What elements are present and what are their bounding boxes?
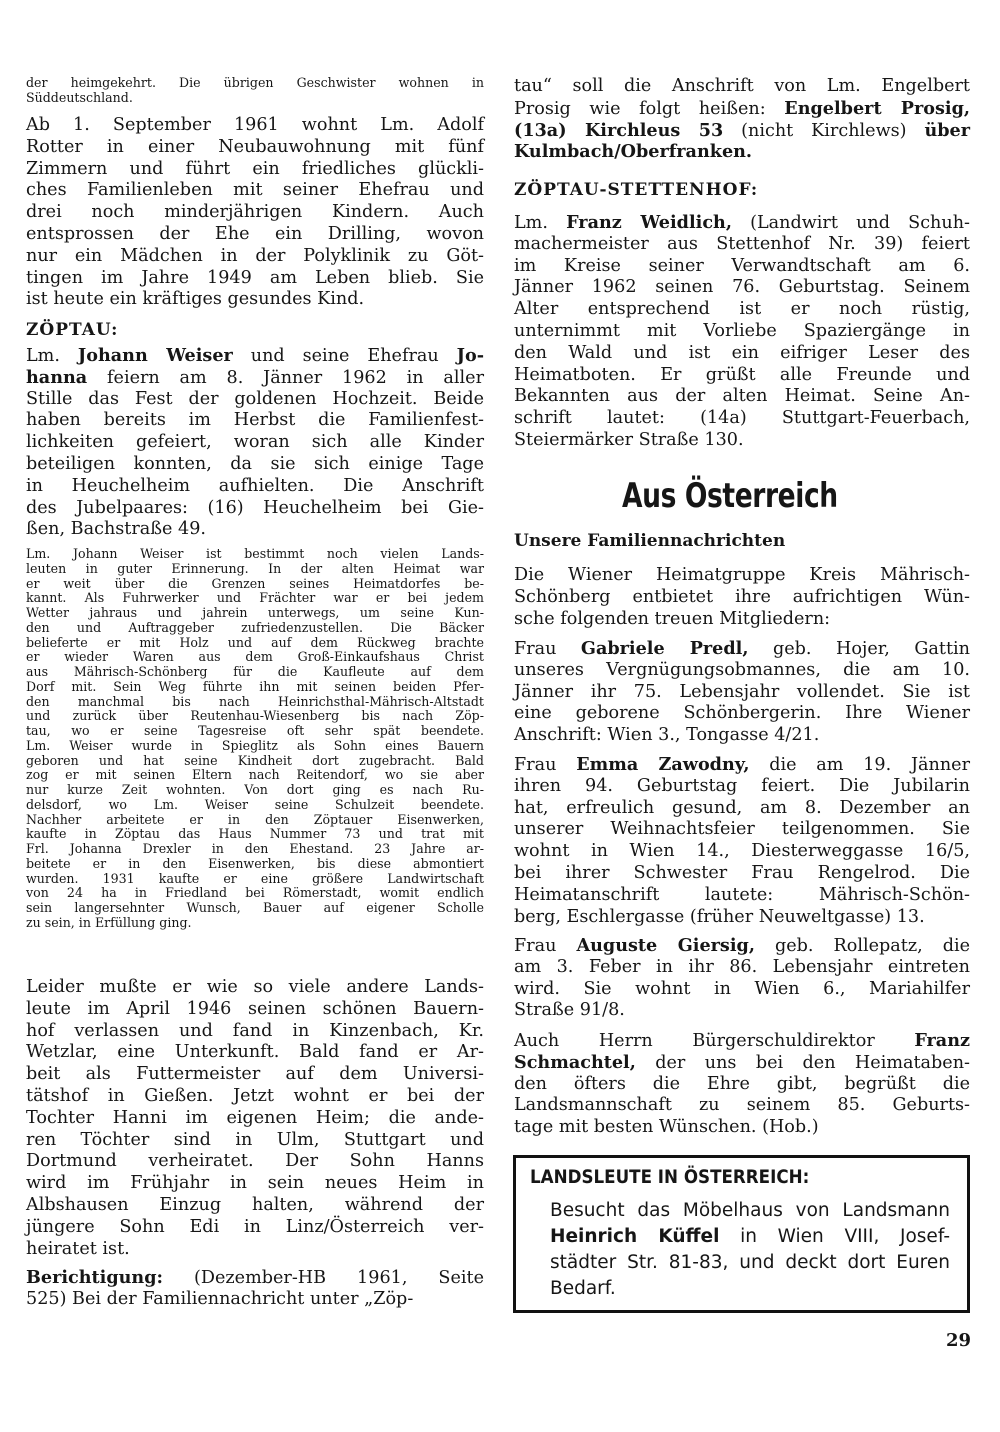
- text-line: unternimmt mit Vorliebe Spaziergänge in: [514, 320, 970, 341]
- text-line: hof verlassen und fand in Kinzenbach, Kr.: [26, 1020, 484, 1041]
- text-line: tau“ soll die Anschrift von Lm. Engelbert: [514, 76, 970, 96]
- text-line: Landsmannschaft zu seinem 85. Geburts-: [514, 1095, 970, 1116]
- paragraph-giersig: [514, 935, 970, 1022]
- text-line: beitete er in den Eisenwerken, bis diese abmontiert: [26, 855, 484, 871]
- paragraph-predl: [514, 638, 970, 747]
- text-line: er wieder Waren aus dem Groß-Einkaufshaus Christ: [26, 649, 484, 665]
- text-line: kaufte in Zöptau das Haus Nummer 73 und trat mit: [26, 826, 484, 842]
- text-line: beit als Futtermeister auf dem Universi-: [26, 1064, 484, 1085]
- text-line: im Kreise seiner Verwandtschaft am 6.: [514, 255, 970, 276]
- text-line: leute im April 1946 seinen schönen Bauern-: [26, 998, 484, 1019]
- paragraph-siblings: [26, 76, 484, 106]
- paragraph-weidlich: [514, 212, 970, 452]
- text-line: den manchmal bis nach Heinrichsthal-Mährisch-Altstadt: [26, 693, 484, 709]
- paragraph-intro: [514, 565, 970, 630]
- text-line: sein langersehnter Wunsch, Bauer auf eigener Scholle: [26, 900, 484, 915]
- text-line: Alter entsprechend ist er noch rüstig,: [514, 299, 970, 320]
- text-line: Frau Emma Zawodny, die am 19. Jänner: [514, 754, 971, 775]
- text-line: tage mit besten Wünschen. (Hob.): [514, 1117, 819, 1138]
- text-line: und zurück über Reutenhau-Wiesenberg bis nach Zöp-: [26, 708, 484, 724]
- text-line: Süddeutschland.: [26, 89, 133, 105]
- text-line: wohnt in Wien 14., Diesterweggasse 16/5,: [514, 841, 970, 862]
- text-line: berg, Eschlergasse (früher Neuweltgasse) 13.: [514, 906, 925, 927]
- paragraph-weiser-after-war: [26, 977, 484, 1260]
- text-line: Die Wiener Heimatgruppe Kreis Mährisch-: [514, 565, 970, 585]
- text-line: 525) Bei der Familiennachricht unter „Zöp-: [26, 1288, 414, 1309]
- text-line: hanna feiern am 8. Jänner 1962 in aller: [26, 366, 484, 388]
- text-line: Heinrich Küffel in Wien VIII, Josef-: [550, 1226, 950, 1247]
- text-line: Besucht das Möbelhaus von Landsmann: [550, 1200, 950, 1221]
- text-line: Albshausen Einzug halten, während der: [26, 1194, 484, 1215]
- text-line: wurden. 1931 kaufte er eine größere Landwirtschaft: [26, 870, 484, 886]
- text-line: Rotter in einer Neubauwohnung mit fünf: [26, 136, 484, 157]
- text-line: Heimatanschrift lautete: Mährisch-Schön-: [514, 884, 970, 905]
- text-line: Lm. Johann Weiser ist bestimmt noch vielen Lands-: [26, 546, 484, 561]
- ad-text: [550, 1198, 950, 1302]
- text-line: Schönberg entbietet ihre aufrichtigen Wün-: [514, 586, 970, 607]
- paragraph-weiser: [26, 345, 484, 541]
- paragraph-zawodny: [514, 754, 970, 928]
- text-line: wird. Sie wohnt in Wien 6., Mariahilfer: [514, 978, 970, 999]
- text-line: ihren 94. Geburtstag feiert. Die Jubilarin: [514, 775, 970, 796]
- text-line: Lm. Weiser wurde in Spieglitz als Sohn eines Bauern: [26, 737, 484, 753]
- text-line: tau, wo er seine Tagesreise oft sehr spät beendete.: [26, 723, 484, 738]
- text-line: Heimatboten. Er grüßt alle Freunde und: [514, 364, 970, 385]
- text-line: eine geborene Schönbergerin. Ihre Wiener: [514, 703, 970, 724]
- text-line: von 24 ha in Friedland bei Römerstadt, womit endlich: [26, 885, 484, 901]
- text-line: der heimgekehrt. Die übrigen Geschwister wohnen in: [26, 75, 484, 90]
- text-line: Auch Herrn Bürgerschuldirektor Franz: [514, 1030, 970, 1051]
- advertisement-box: [513, 1155, 970, 1313]
- text-line: den Wald und ist ein eifriger Leser des: [514, 342, 970, 363]
- text-line: Kulmbach/Oberfranken.: [514, 141, 753, 163]
- text-line: Jänner ihr 75. Lebensjahr vollendet. Sie ist: [514, 681, 970, 702]
- text-line: zog er mit seinen Eltern nach Reitendorf, wo sie aber: [26, 767, 484, 783]
- text-line: ren Töchter sind in Ulm, Stuttgart und: [26, 1129, 484, 1150]
- text-line: zu sein, in Erfüllung ging.: [26, 914, 192, 930]
- text-line: Berichtigung: (Dezember-HB 1961, Seite: [26, 1267, 484, 1288]
- text-line: jüngere Sohn Edi in Linz/Österreich ver-: [26, 1216, 484, 1237]
- text-line: des Jubelpaares: (16) Heuchelheim bei Gie-: [26, 497, 484, 518]
- text-line: städter Str. 81-83, und deckt dort Euren: [550, 1252, 950, 1273]
- page-number: 29: [946, 1330, 972, 1351]
- text-line: Dortmund verheiratet. Der Sohn Hanns: [26, 1151, 484, 1172]
- text-line: Frau Auguste Giersig, geb. Rollepatz, die: [514, 935, 971, 956]
- text-line: nur ein Mädchen in der Polyklinik zu Göt-: [26, 245, 484, 266]
- text-line: den öfters die Ehre gibt, begrüßt die: [514, 1073, 970, 1094]
- text-line: aus Mährisch-Schönberg für die Kaufleute auf dem: [26, 664, 484, 679]
- text-line: unserer Weihnachtsfeier teilgenommen. Sie: [514, 819, 970, 840]
- text-line: beteiligen konnten, da sie sich einige Tage: [26, 453, 484, 474]
- text-line: Wetzlar, eine Unterkunft. Bald fand er Ar-: [26, 1042, 484, 1063]
- text-line: wird im Frühjahr in sein neues Heim in: [26, 1173, 484, 1194]
- paragraph-rotter: [26, 115, 484, 311]
- text-line: Dorf mit. Sein Weg führte ihn mit seinen beiden Pfer-: [26, 678, 484, 694]
- text-line: bei ihrer Schwester Frau Rengelrod. Die: [514, 862, 970, 883]
- text-line: tingen im Jahre 1949 am Leben blieb. Sie: [26, 267, 484, 288]
- text-line: schrift lautet: (14a) Stuttgart-Feuerbach,: [514, 408, 970, 429]
- text-line: tätshof in Gießen. Jetzt wohnt er bei der: [26, 1085, 484, 1106]
- paragraph-prosig: [514, 76, 970, 163]
- text-line: Bekannten aus der alten Heimat. Seine An-: [514, 386, 970, 407]
- text-line: (13a) Kirchleus 53 (nicht Kirchlews) über: [514, 119, 970, 141]
- paragraph-schmachtel: [514, 1030, 970, 1139]
- text-line: kannt. Als Fuhrwerker und Frächter war er bei jedem: [26, 590, 484, 606]
- text-line: ches Familienleben mit seiner Ehefrau und: [26, 180, 484, 201]
- text-line: unseres Vergnügungsobmannes, die am 10.: [514, 659, 970, 680]
- text-line: ist heute ein kräftiges gesundes Kind.: [26, 289, 365, 310]
- text-line: Steiermärker Straße 130.: [514, 429, 744, 450]
- paragraph-correction: [26, 1267, 484, 1311]
- text-line: Jänner 1962 seinen 76. Geburtstag. Seinem: [514, 277, 970, 298]
- text-line: Leider mußte er wie so viele andere Lands-: [26, 977, 484, 997]
- text-line: er weit über die Grenzen seines Heimatdorfes be-: [26, 575, 484, 591]
- text-line: Anschrift: Wien 3., Tongasse 4/21.: [514, 725, 820, 746]
- text-line: Prosig wie folgt heißen: Engelbert Prosig,: [514, 97, 970, 119]
- text-line: belieferte er mit Holz und auf dem Rückweg brachte: [26, 634, 484, 650]
- text-line: hat, erfreulich gesund, am 8. Dezember an: [514, 797, 970, 818]
- text-line: Ab 1. September 1961 wohnt Lm. Adolf: [26, 115, 484, 135]
- heading-stettenhof: ZÖPTAU-STETTENHOF:: [514, 180, 759, 200]
- text-line: lichkeiten gefeiert, woran sich alle Kinder: [26, 432, 484, 453]
- text-line: Frl. Johanna Drexler in den Ehestand. 23 Jahre ar-: [26, 841, 484, 856]
- text-line: delsdorf, wo Lm. Weiser seine Schulzeit beendete.: [26, 796, 484, 812]
- text-line: Wetter jahraus und jahrein unterwegs, um seine Kun-: [26, 605, 484, 620]
- text-line: entsprossen der Ehe ein Drilling, wovon: [26, 223, 484, 244]
- text-line: drei noch minderjährigen Kindern. Auch: [26, 202, 484, 223]
- text-line: machermeister aus Stettenhof Nr. 39) feiert: [514, 233, 970, 254]
- text-line: heiratet ist.: [26, 1238, 130, 1259]
- text-line: Zimmern und führt ein friedliches glückli-: [26, 158, 484, 179]
- text-line: Stille das Fest der goldenen Hochzeit. Beide: [26, 388, 484, 409]
- text-line: leuten in guter Erinnerung. In der alten Heimat war: [26, 560, 484, 576]
- text-line: Tochter Hanni im eigenen Heim; die ande-: [26, 1107, 484, 1128]
- text-line: nur kurze Zeit wohnten. Von dort ging es nach Ru-: [26, 782, 484, 797]
- paragraph-weiser-biography: [26, 547, 484, 931]
- text-line: Schmachtel, der uns bei den Heimataben-: [514, 1051, 970, 1073]
- text-line: Lm. Franz Weidlich, (Landwirt und Schuh-: [514, 212, 970, 233]
- text-line: Nachher arbeitete er in den Zöptauer Eisenwerken,: [26, 811, 484, 827]
- text-line: haben bereits im Herbst die Familienfest-: [26, 410, 484, 431]
- text-line: am 3. Feber in ihr 86. Lebensjahr eintreten: [514, 956, 970, 977]
- heading-zoeptau: ZÖPTAU:: [26, 320, 119, 340]
- text-line: Lm. Johann Weiser und seine Ehefrau Jo-: [26, 345, 485, 366]
- text-line: Bedarf.: [550, 1278, 616, 1299]
- text-line: in Heuchelheim aufhielten. Die Anschrift: [26, 475, 484, 496]
- text-line: ßen, Bachstraße 49.: [26, 519, 207, 540]
- text-line: den und Auftraggeber zufriedenzustellen. Die Bäcker: [26, 619, 484, 635]
- ad-heading: LANDSLEUTE IN ÖSTERREICH:: [530, 1166, 810, 1188]
- section-title: Aus Österreich: [622, 476, 838, 516]
- subheading-family-news: Unsere Familiennachrichten: [514, 531, 786, 551]
- text-line: geboren und hat seine Kindheit dort zugebracht. Bald: [26, 752, 484, 768]
- text-line: Frau Gabriele Predl, geb. Hojer, Gattin: [514, 638, 970, 659]
- text-line: sche folgenden treuen Mitgliedern:: [514, 608, 831, 629]
- text-line: Straße 91/8.: [514, 1000, 625, 1021]
